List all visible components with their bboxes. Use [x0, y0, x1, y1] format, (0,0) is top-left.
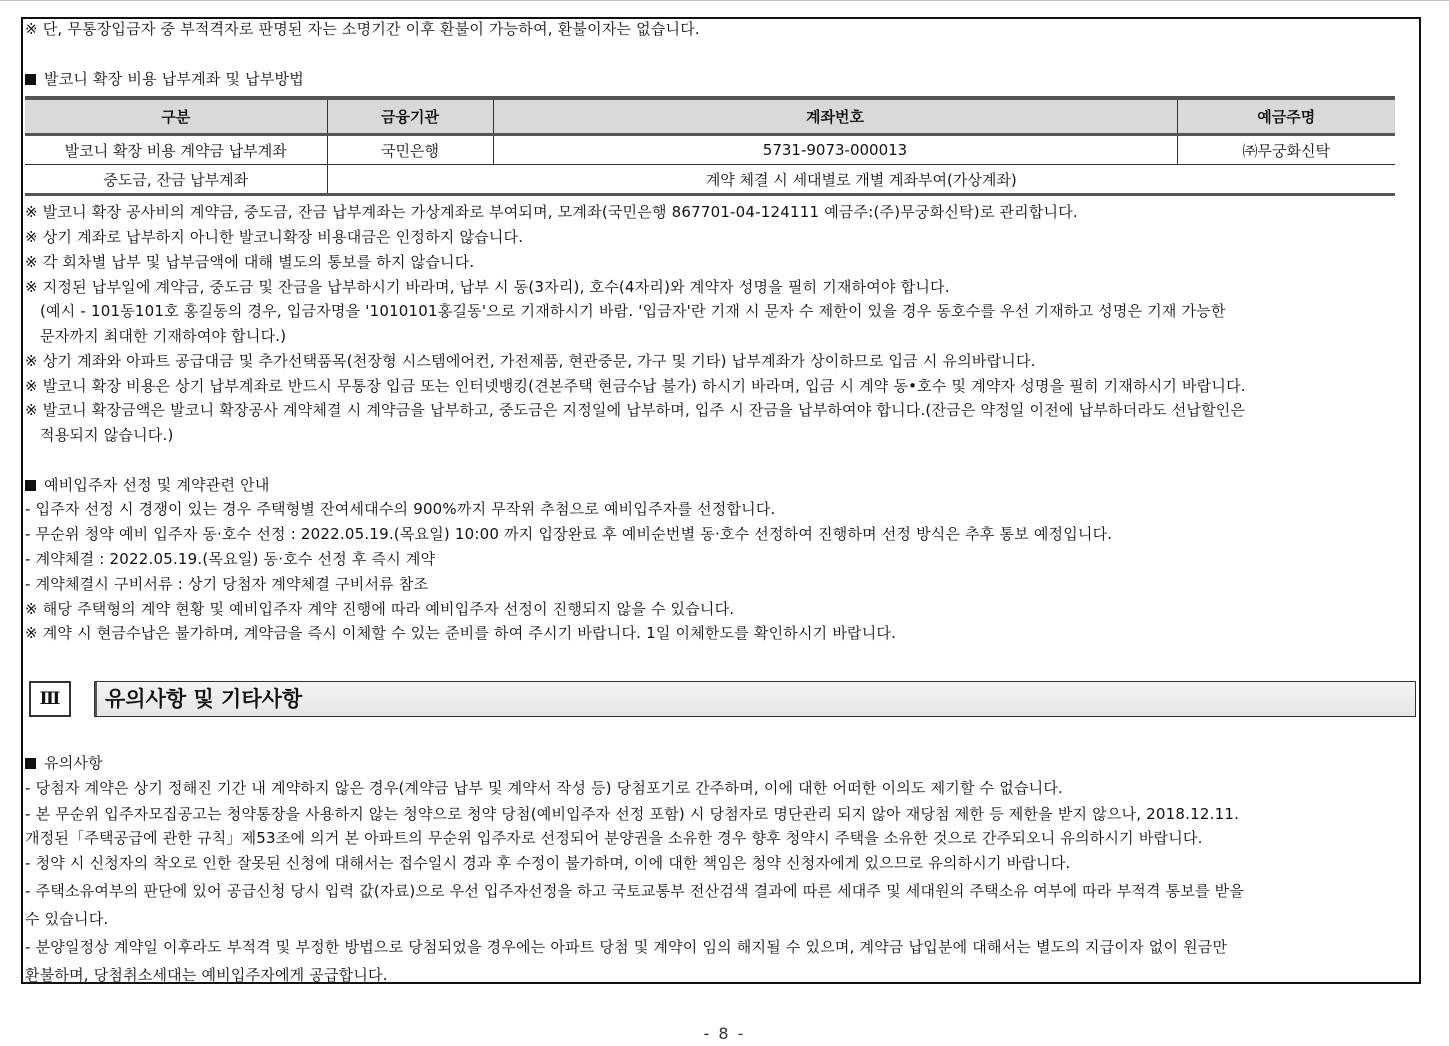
table-row — [25, 165, 1395, 195]
top-divider — [0, 0, 1449, 1]
caution-line: 개정된「주택공급에 관한 규칙」제53조에 의거 본 아파트의 무순위 입주자로 선정되어 분양권을 소유한 경우 향후 청약시 주택을 소유한 것으로 간주되오니 유의하시기 바랍니다. — [25, 829, 1203, 847]
reserve-line: ※ 해당 주택형의 계약 현황 및 예비입주자 계약 진행에 따라 예비입주자 선정이 진행되지 않을 수 있습니다. — [25, 600, 735, 618]
cell-account-number: 5731-9073-000013 — [493, 135, 1177, 165]
caution-line: - 본 무순위 입주자모집공고는 청약통장을 사용하지 않는 청약으로 청약 당첨(예비입주자 선정 포함) 시 당첨자로 명단관리 되지 않아 재당첨 제한 등 제한을 받지 않으나, 2018.12.11. — [25, 805, 1240, 823]
table-header-row — [25, 98, 1395, 135]
page-number: - 8 - — [703, 1024, 746, 1043]
caution-line: - 청약 시 신청자의 착오로 인한 잘못된 신청에 대해서는 접수일시 경과 후 수정이 불가하며, 이에 대한 책임은 청약 신청자에게 있으므로 유의하시기 바랍니다. — [25, 854, 1071, 872]
caution-line: - 당첨자 계약은 상기 정해진 기간 내 계약하지 않은 경우(계약금 납부 및 계약서 작성 등) 당첨포기로 간주하며, 이에 대한 어떠한 이의도 제기할 수 없습니다. — [25, 779, 1064, 797]
table-row — [25, 135, 1395, 165]
balcony-note: ※ 발코니 확장 공사비의 계약금, 중도금, 잔금 납부계좌는 가상계좌로 부여되며, 모계좌(국민은행 867701-04-124111 예금주:(주)무궁화신탁)로 관리합니다. — [25, 203, 1078, 221]
balcony-account-table — [25, 96, 1395, 196]
caution-heading: 유의사항 — [25, 753, 103, 773]
square-bullet-icon — [25, 480, 36, 491]
balcony-note: ※ 발코니 확장 비용은 상기 납부계좌로 반드시 무통장 입금 또는 인터넷뱅킹(견본주택 현금수납 불가) 하시기 바라며, 입금 시 계약 동•호수 및 계약자 성명을 필히 기재하시기 바랍니다. — [25, 377, 1246, 395]
balcony-note: 문자까지 최대한 기재하여야 합니다.) — [40, 327, 287, 345]
caution-line: 환불하며, 당첨취소세대는 예비입주자에게 공급합니다. — [25, 966, 388, 984]
col-header-account-number: 계좌번호 — [493, 98, 1177, 135]
balcony-heading: 발코니 확장 비용 납부계좌 및 납부방법 — [25, 69, 304, 89]
balcony-note: (예시 - 101동101호 홍길동의 경우, 입금자명을 '1010101홍길동'으로 기재하시기 바람. '입금자'란 기재 시 문자 수 제한이 있을 경우 동호수를 우선 기재하고 성명은 기재 가능한 — [40, 302, 1226, 320]
caution-line: - 주택소유여부의 판단에 있어 공급신청 당시 입력 값(자료)으로 우선 입주자선정을 하고 국토교통부 전산검색 결과에 따른 세대주 및 세대원의 주택소유 여부에 따라 부적격 통보를 받을 — [25, 882, 1245, 900]
col-header-bank: 금융기관 — [327, 98, 493, 135]
cell-holder: ㈜무궁화신탁 — [1177, 135, 1395, 165]
balcony-note: ※ 상기 계좌와 아파트 공급대금 및 추가선택품목(천장형 시스템에어컨, 가전제품, 현관중문, 가구 및 기타) 납부계좌가 상이하므로 입금 시 유의바랍니다. — [25, 352, 1036, 370]
balcony-note: 적용되지 않습니다.) — [40, 426, 174, 444]
balcony-note: ※ 발코니 확장금액은 발코니 확장공사 계약체결 시 계약금을 납부하고, 중도금은 지정일에 납부하며, 입주 시 잔금을 납부하여야 합니다.(잔금은 약정일 이전에 납부하더라도 선납할인은 — [25, 401, 1246, 419]
balcony-note: ※ 지정된 납부일에 계약금, 중도금 및 잔금을 납부하시기 바라며, 납부 시 동(3자리), 호수(4자리)와 계약자 성명을 필히 기재하여야 합니다. — [25, 278, 950, 296]
caution-line: 수 있습니다. — [25, 910, 109, 928]
cell-bank: 국민은행 — [327, 135, 493, 165]
section-number: Ⅲ — [29, 681, 71, 717]
reserve-line: - 무순위 청약 예비 입주자 동·호수 선정 : 2022.05.19.(목요일) 10:00 까지 입장완료 후 예비순번별 동·호수 선정하여 진행하며 선정 방식은 추후 통보 예정입니다. — [25, 525, 1113, 543]
square-bullet-icon — [25, 758, 36, 769]
caution-line: - 분양일정상 계약일 이후라도 부적격 및 부정한 방법으로 당첨되었을 경우에는 아파트 당첨 및 계약이 임의 해지될 수 있으며, 계약금 납입분에 대해서는 별도의 지급이자 없이 원금만 — [25, 938, 1228, 956]
reserve-line: - 계약체결 : 2022.05.19.(목요일) 동·호수 선정 후 즉시 계약 — [25, 550, 436, 568]
cell-category: 중도금, 잔금 납부계좌 — [25, 165, 327, 195]
section-title: 유의사항 및 기타사항 — [94, 681, 1416, 717]
reserve-line: - 입주자 선정 시 경쟁이 있는 경우 주택형별 잔여세대수의 900%까지 무작위 추첨으로 예비입주자를 선정합니다. — [25, 500, 776, 518]
col-header-category: 구분 — [25, 98, 327, 135]
cell-virtual-account: 계약 체결 시 세대별로 개별 계좌부여(가상계좌) — [327, 165, 1395, 195]
cell-category: 발코니 확장 비용 계약금 납부계좌 — [25, 135, 327, 165]
col-header-holder: 예금주명 — [1177, 98, 1395, 135]
balcony-note: ※ 상기 계좌로 납부하지 아니한 발코니확장 비용대금은 인정하지 않습니다. — [25, 228, 524, 246]
reserve-line: ※ 계약 시 현금수납은 불가하며, 계약금을 즉시 이체할 수 있는 준비를 하여 주시기 바랍니다. 1일 이체한도를 확인하시기 바랍니다. — [25, 624, 897, 642]
reserve-heading: 예비입주자 선정 및 계약관련 안내 — [25, 475, 270, 495]
note-refund: ※ 단, 무통장입금자 중 부적격자로 판명된 자는 소명기간 이후 환불이 가능하여, 환불이자는 없습니다. — [25, 20, 700, 38]
reserve-line: - 계약체결시 구비서류 : 상기 당첨자 계약체결 구비서류 참조 — [25, 575, 429, 593]
balcony-note: ※ 각 회차별 납부 및 납부금액에 대해 별도의 통보를 하지 않습니다. — [25, 253, 475, 271]
square-bullet-icon — [25, 74, 36, 85]
